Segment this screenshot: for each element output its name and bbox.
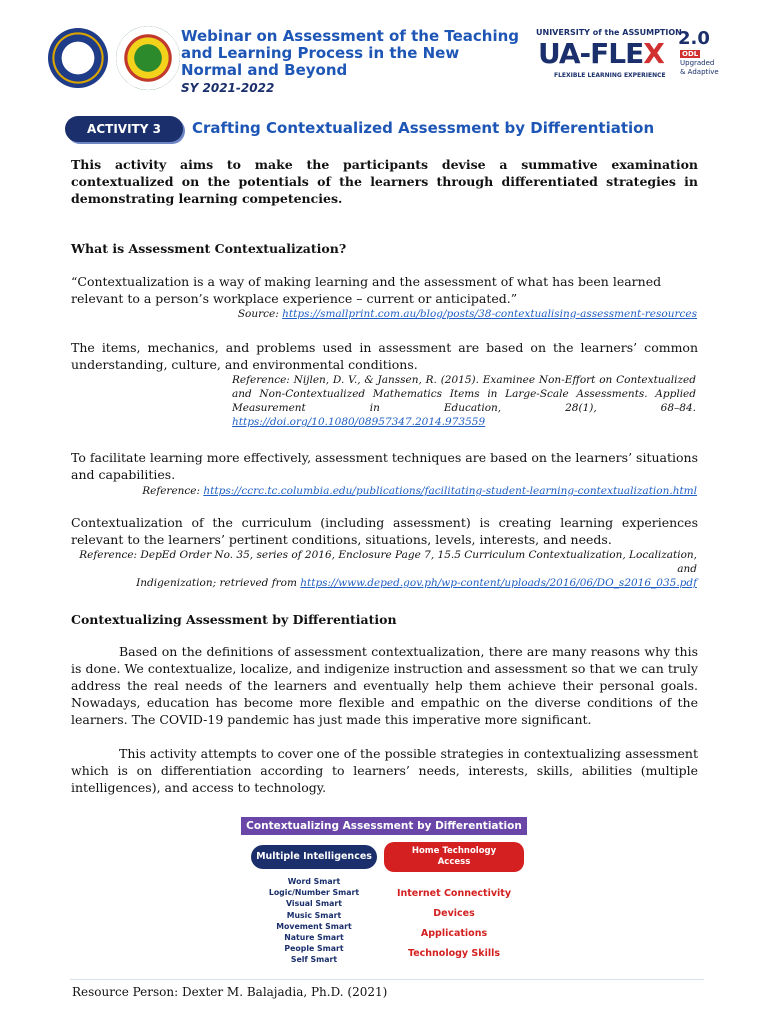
paragraph-definitions: Based on the definitions of assessment contextualization, there are many reasons why this is done. We contextualize, localize, and indigenize instruction and assessment so that we can truly address the real needs of the learners and eventually help them achieve their personal goals. Nowadays, education has become more flexible and empathic on the diverse conditions of the learners. The COVID-19 pandemic has just made this imperative more significant. bbox=[71, 644, 698, 727]
section2-heading: Contextualizing Assessment by Differentiation bbox=[71, 612, 397, 627]
paragraph-items-mechanics: The items, mechanics, and problems used in assessment are based on the learners’ common understanding, culture, and environmental conditions. bbox=[71, 340, 698, 372]
quote-source bbox=[71, 307, 697, 321]
home-technology-header-line2: Access bbox=[437, 857, 471, 867]
list-item: Devices bbox=[433, 908, 475, 919]
deped-seal-logo bbox=[48, 28, 108, 88]
ua-flex-logo bbox=[530, 28, 720, 86]
ua-flex-subtitle: FLEXIBLE LEARNING EXPERIENCE bbox=[554, 72, 666, 79]
ua-odl-block bbox=[680, 50, 719, 77]
school-year: SY 2021-2022 bbox=[181, 81, 275, 95]
list-item: Nature Smart bbox=[284, 933, 344, 943]
deped-reference-line2: Indigenization; retrieved from bbox=[136, 577, 301, 589]
ua-version: 2.0 bbox=[678, 28, 710, 49]
list-item: Internet Connectivity bbox=[396, 888, 512, 899]
paragraph-facilitate-learning: To facilitate learning more effectively, assessment techniques are based on the learners’ situations and capabilities. bbox=[71, 450, 698, 482]
technology-access-list bbox=[384, 884, 524, 964]
ua-upgraded-label: Upgraded bbox=[680, 59, 715, 67]
list-item: Logic/Number Smart bbox=[268, 888, 360, 898]
webinar-title: Webinar on Assessment of the Teaching and Learning Process in the New Normal and Beyond bbox=[181, 27, 520, 79]
nijlen-reference bbox=[232, 373, 696, 429]
footer-resource-person: Resource Person: Dexter M. Balajadia, Ph.D. (2021) bbox=[72, 985, 388, 999]
section1-heading: What is Assessment Contextualization? bbox=[71, 241, 347, 256]
list-item: Word Smart bbox=[287, 877, 341, 886]
list-item: Music Smart bbox=[286, 910, 342, 920]
nijlen-reference-text: Reference: Nijlen, D. V., & Janssen, R. (2015). Examinee Non-Effort on Contextualized and Non-Contextualized Mathematics Items in Large-Scale Assessments. Applied Measurement in Education, 28(1), 68–84. bbox=[232, 374, 696, 414]
list-item: Applications bbox=[420, 928, 488, 939]
ua-odl-label: ODL bbox=[682, 50, 699, 58]
ua-university-label: UNIVERSITY of the ASSUMPTION bbox=[536, 28, 682, 37]
province-seal-logo bbox=[116, 26, 180, 90]
ccrc-reference-label: Reference: bbox=[142, 485, 204, 497]
deped-reference bbox=[71, 548, 697, 590]
deped-reference-link[interactable]: https://www.deped.gov.ph/wp-content/uploads/2016/06/DO_s2016_035.pdf bbox=[300, 577, 697, 589]
differentiation-figure bbox=[239, 815, 529, 973]
ua-flex-wordmark-1: UA-FLE bbox=[538, 37, 644, 70]
ccrc-reference-link[interactable]: https://ccrc.tc.columbia.edu/publications/facilitating-student-learning-contextualization.html bbox=[203, 485, 697, 497]
ua-flex-wordmark bbox=[538, 37, 664, 70]
quote-paragraph: “Contextualization is a way of making learning and the assessment of what has been learned relevant to a person’s workplace experience – current or anticipated.” bbox=[71, 274, 662, 306]
activity-badge: ACTIVITY 3 bbox=[65, 116, 183, 142]
list-item: People Smart bbox=[284, 944, 344, 954]
ua-adaptive-label: & Adaptive bbox=[680, 68, 719, 76]
deped-reference-line1: Reference: DepEd Order No. 35, series of 2016, Enclosure Page 7, 15.5 Curriculum Contextualization, Localization, and bbox=[79, 549, 697, 575]
activity-title: Crafting Contextualized Assessment by Differentiation bbox=[192, 119, 655, 137]
list-item: Self Smart bbox=[290, 955, 338, 965]
home-technology-header-line1: Home Technology bbox=[411, 846, 497, 856]
multiple-intelligences-list bbox=[251, 876, 377, 966]
quote-source-label: Source: bbox=[237, 308, 283, 320]
intro-paragraph: This activity aims to make the participants devise a summative examination contextualized on the potentials of the learners through differentiated strategies in demonstrating learning competencies. bbox=[71, 157, 698, 206]
ccrc-reference bbox=[71, 484, 697, 498]
list-item: Movement Smart bbox=[276, 921, 352, 931]
ua-flex-wordmark-x: X bbox=[643, 37, 664, 70]
list-item: Visual Smart bbox=[286, 899, 342, 909]
paragraph-activity-strategy: This activity attempts to cover one of the possible strategies in contextualizing assessment which is on differentiation according to learners’ needs, interests, skills, abilities (multiple intelligences), and access to technology. bbox=[71, 746, 698, 795]
quote-source-link[interactable]: https://smallprint.com.au/blog/posts/38-contextualising-assessment-resources bbox=[282, 308, 697, 320]
nijlen-reference-link[interactable]: https://doi.org/10.1080/08957347.2014.973559 bbox=[232, 416, 486, 428]
list-item: Technology Skills bbox=[407, 948, 500, 959]
multiple-intelligences-header: Multiple Intelligences bbox=[251, 845, 377, 869]
paragraph-curriculum-contextualization: Contextualization of the curriculum (including assessment) is creating learning experiences relevant to the learners’ pertinent conditions, situations, levels, interests, and needs. bbox=[71, 515, 698, 547]
footer-divider bbox=[70, 979, 704, 980]
figure-title: Contextualizing Assessment by Differentiation bbox=[241, 817, 527, 835]
home-technology-header bbox=[384, 842, 524, 872]
